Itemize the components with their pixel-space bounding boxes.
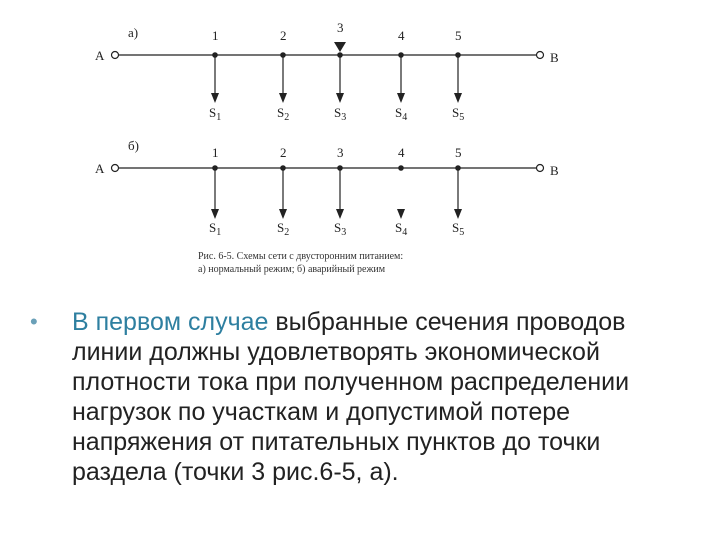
part-1-load-arrow-2 [279, 93, 287, 103]
part-2-end-left-label: А [95, 161, 105, 176]
part-1-end-right-label: В [550, 50, 559, 65]
part-2-load-label-4: $S_4$ [395, 220, 408, 238]
part-2-load-label-1: $S_1$ [209, 220, 222, 238]
part-2-load-label-3: $S_3$ [334, 220, 347, 238]
part-2-load-arrow-2 [279, 209, 287, 219]
part-1-end-left-label: А [95, 48, 105, 63]
part-1-node-label-4: 4 [398, 28, 405, 43]
part-2-load-arrow-3 [336, 209, 344, 219]
part-2-terminal-a [112, 165, 119, 172]
part-2-node-label-1: 1 [212, 145, 219, 160]
part-1-node-label-5: 5 [455, 28, 462, 43]
part-1-terminal-b [537, 52, 544, 59]
part-1-load-arrow-3 [336, 93, 344, 103]
part-1-load-label-1: $S_1$ [209, 105, 222, 123]
part-2-terminal-b [537, 165, 544, 172]
figure-caption-line-1: Рис. 6-5. Схемы сети с двусторонним питанием: [198, 251, 404, 262]
part-1-node-label-1: 1 [212, 28, 219, 43]
part-2-node-label-5: 5 [455, 145, 462, 160]
part-2-load-arrow-4 [397, 209, 405, 219]
part-1-split-point-marker [334, 42, 346, 52]
part-1-load-label-4: $S_4$ [395, 105, 408, 123]
part-1-terminal-a [112, 52, 119, 59]
part-1-load-label-2: $S_2$ [277, 105, 290, 123]
figure-caption-line-2: а) нормальный режим; б) аварийный режим [198, 264, 386, 275]
part-2-load-arrow-5 [454, 209, 462, 219]
part-1-node-label-2: 2 [280, 28, 287, 43]
part-1-node-label-3: 3 [337, 20, 344, 35]
part-2-node-label-2: 2 [280, 145, 287, 160]
bullet-highlight: В первом случае [72, 308, 269, 336]
bullet-dot: • [30, 309, 38, 334]
part-2-load-label-2: $S_2$ [277, 220, 290, 238]
part-2-load-arrow-1 [211, 209, 219, 219]
part-1-load-arrow-4 [397, 93, 405, 103]
part-2-node-label-4: 4 [398, 145, 405, 160]
part-2-node-label-3: 3 [337, 145, 344, 160]
bullet-point [30, 307, 690, 487]
bullet-body: выбранные сечения проводов линии должны удовлетворять экономической плотности тока при полученном распределении нагрузок по участкам и допустимой потере напряжения от питательных пунктов до точки раздела (точки 3 рис.6-5, а). [72, 308, 630, 486]
part-2-label: б) [128, 138, 139, 153]
part-1-load-arrow-1 [211, 93, 219, 103]
bullet-text [72, 307, 690, 487]
part-1-load-arrow-5 [454, 93, 462, 103]
part-1-load-label-3: $S_3$ [334, 105, 347, 123]
part-1-load-label-5: $S_5$ [452, 105, 465, 123]
part-2-node-dot-4 [398, 165, 404, 171]
part-1-label: а) [128, 25, 139, 40]
part-2-load-label-5: $S_5$ [452, 220, 465, 238]
part-2-end-right-label: В [550, 163, 559, 178]
